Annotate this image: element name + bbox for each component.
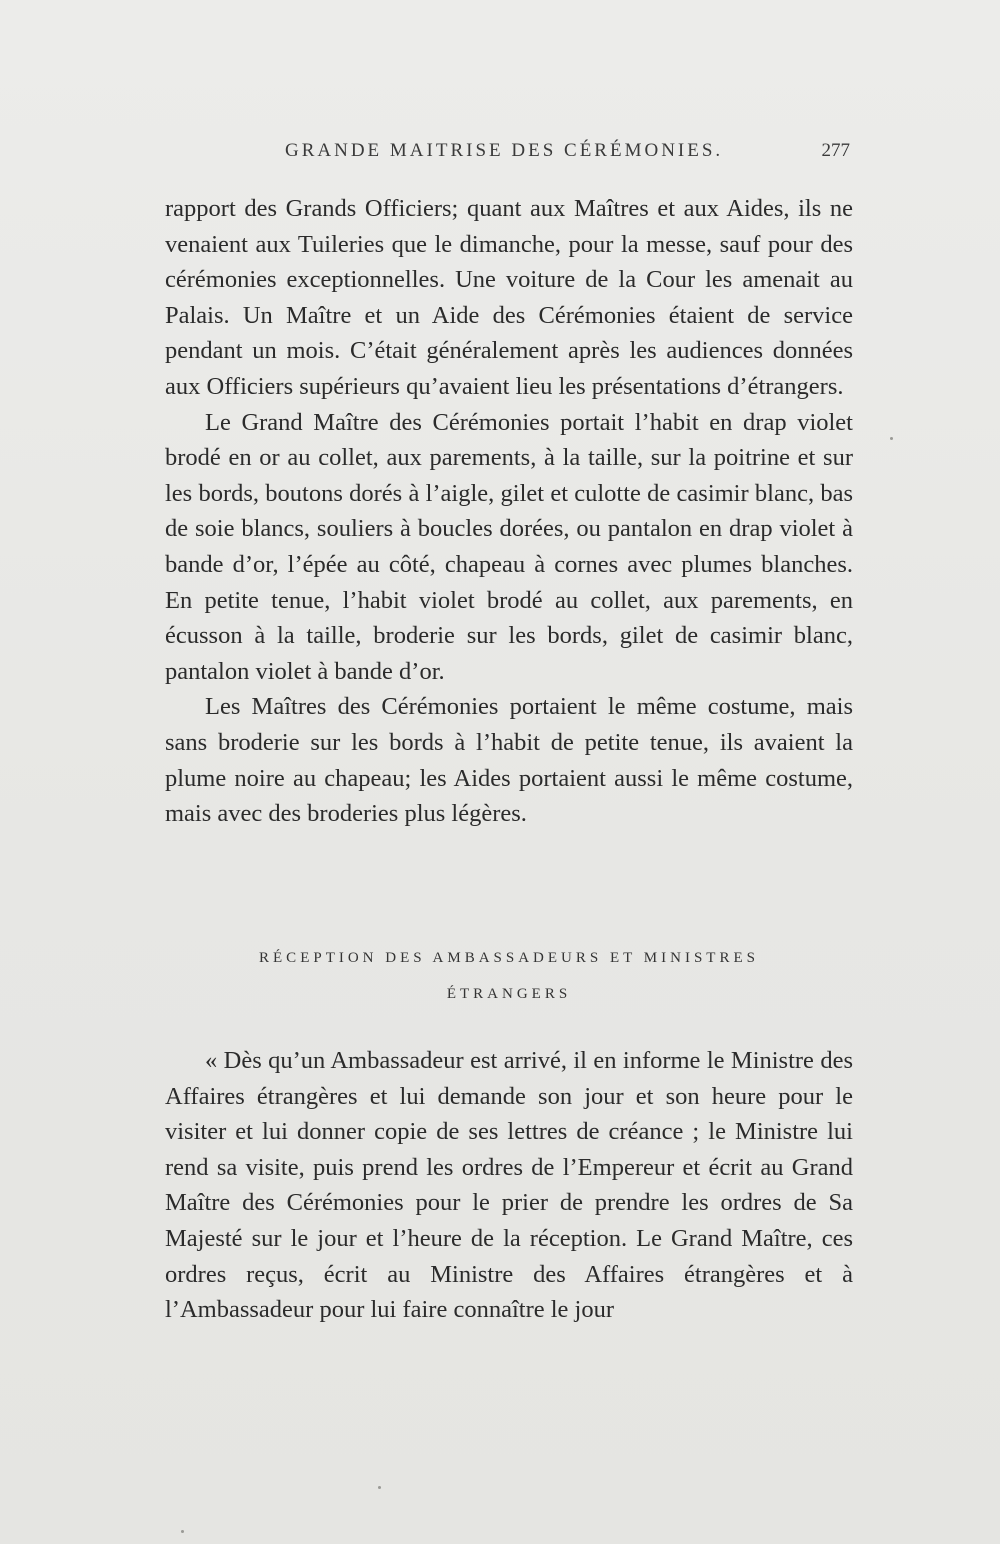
body-text [165, 191, 853, 832]
section-heading-line-1: RÉCEPTION DES AMBASSADEURS ET MINISTRES [259, 950, 759, 966]
running-title: GRANDE MAITRISE DES CÉRÉMONIES. [285, 140, 724, 161]
section-body [165, 1043, 853, 1328]
running-header [165, 140, 850, 170]
section-paragraph: « Dès qu’un Ambassadeur est arrivé, il en informe le Ministre des Affaires étrangères et lui demande son jour et son heure pour le visiter et lui donner copie de ses lettres de créance ; le Ministre lui rend sa visite, puis prend les ordres de l’Empereur et écrit au Grand Maître des Cérémonies pour le prier de prendre les ordres de Sa Majesté sur le jour et l’heure de la réception. Le Grand Maître, ces ordres reçus, écrit au Ministre des Affaires étrangères et à l’Ambassadeur pour lui faire connaître le jour [165, 1047, 853, 1324]
paragraph-3: Les Maîtres des Cérémonies portaient le même costume, mais sans broderie sur les bords à l’habit de petite tenue, ils avaient la plume noire au chapeau; les Aides portaient aussi le même costume, mais avec des broderies plus légères. [165, 693, 853, 828]
page-number: 277 [821, 140, 850, 161]
paper-speck [181, 1530, 184, 1533]
section-heading [165, 940, 853, 1012]
paper-speck [378, 1486, 381, 1489]
paragraph-2: Le Grand Maître des Cérémonies portait l’habit en drap violet brodé en or au collet, aux parements, à la taille, sur la poitrine et sur les bords, boutons dorés à l’aigle, gilet et culotte de casimir blanc, bas de soie blancs, souliers à boucles dorées, ou pantalon en drap violet à bande d’or, l’épée au côté, chapeau à cornes avec plumes blanches. En petite tenue, l’habit violet brodé au collet, aux parements, en écusson à la taille, broderie sur les bords, gilet de casimir blanc, pantalon violet à bande d’or. [165, 408, 853, 685]
section-heading-line-2: ÉTRANGERS [446, 986, 572, 1002]
paper-speck [890, 437, 893, 440]
paragraph-1: rapport des Grands Officiers; quant aux Maîtres et aux Aides, ils ne venaient aux Tuileries que le dimanche, pour la messe, sauf pour des cérémonies exceptionnelles. Une voiture de la Cour les amenait au Palais. Un Maître et un Aide des Cérémonies étaient de service pendant un mois. C’était généralement après les audiences données aux Officiers supérieurs qu’avaient lieu les présentations d’étrangers. [165, 195, 853, 400]
